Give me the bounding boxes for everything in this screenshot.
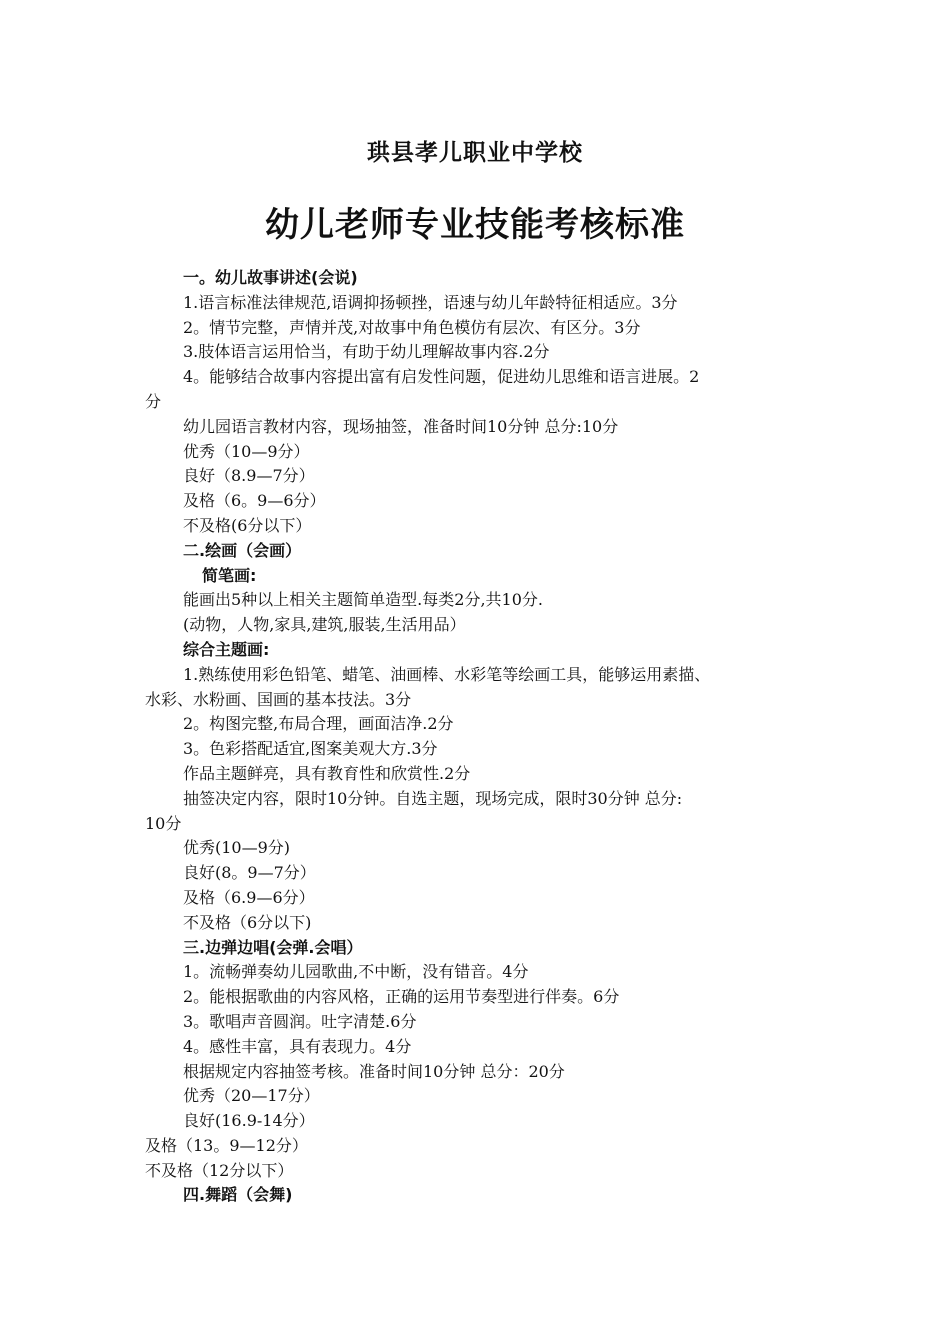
grade-line: 不及格（12分以下） <box>145 1160 294 1180</box>
paragraph-line: 1.语言标准法律规范,语调抑扬顿挫，语速与幼儿年龄特征相适应。3分 <box>183 292 678 312</box>
grade-line: 不及格(6分以下） <box>183 515 312 535</box>
grade-line: 及格（13。9—12分） <box>145 1135 308 1155</box>
paragraph-line: 水彩、水粉画、国画的基本技法。3分 <box>145 689 412 709</box>
document-body <box>145 266 825 1208</box>
grade-line: 良好（8.9—7分） <box>183 466 315 486</box>
paragraph-line: 2。能根据歌曲的内容风格，正确的运用节奏型进行伴奏。6分 <box>183 987 620 1007</box>
grade-line: 及格（6.9—6分） <box>183 887 315 907</box>
paragraph-line: 4。能够结合故事内容提出富有启发性问题，促进幼儿思维和语言进展。2 <box>183 367 700 387</box>
section-heading: 二.绘画（会画） <box>183 540 302 560</box>
subsection-heading: 综合主题画: <box>183 639 270 659</box>
paragraph-line: 幼儿园语言教材内容，现场抽签，准备时间10分钟 总分:10分 <box>183 416 619 436</box>
paragraph-line: 1.熟练使用彩色铅笔、蜡笔、油画棒、水彩笔等绘画工具，能够运用素描、 <box>183 664 711 684</box>
paragraph-line: 3。歌唱声音圆润。吐字清楚.6分 <box>183 1011 417 1031</box>
paragraph-line: 2。情节完整，声情并茂,对故事中角色模仿有层次、有区分。3分 <box>183 317 641 337</box>
grade-line: 优秀(10—9分) <box>183 838 291 858</box>
grade-line: 优秀（20—17分） <box>183 1086 320 1106</box>
paragraph-line: 3.肢体语言运用恰当，有助于幼儿理解故事内容.2分 <box>183 342 550 362</box>
school-name: 珙县孝儿职业中学校 <box>367 140 583 166</box>
document-title: 幼儿老师专业技能考核标准 <box>265 205 685 245</box>
paragraph-line: 作品主题鲜亮，具有教育性和欣赏性.2分 <box>183 763 471 783</box>
section-heading: 一。幼儿故事讲述(会说) <box>183 268 358 287</box>
paragraph-line: 10分 <box>145 813 182 833</box>
paragraph-line: 分 <box>145 391 162 411</box>
paragraph-line: 3。色彩搭配适宜,图案美观大方.3分 <box>183 739 438 759</box>
grade-line: 优秀（10—9分） <box>183 441 310 461</box>
grade-line: 良好(8。9—7分） <box>183 863 316 883</box>
paragraph-line: (动物，人物,家具,建筑,服装,生活用品） <box>183 615 466 635</box>
grade-line: 良好(16.9-14分） <box>183 1111 315 1131</box>
paragraph-line: 1。流畅弹奏幼儿园歌曲,不中断，没有错音。4分 <box>183 962 529 982</box>
paragraph-line: 能画出5种以上相关主题简单造型.每类2分,共10分. <box>183 590 543 610</box>
section-heading: 四.舞蹈（会舞) <box>183 1185 293 1205</box>
grade-line: 及格（6。9—6分） <box>183 491 326 511</box>
paragraph-line: 抽签决定内容，限时10分钟。自选主题，现场完成，限时30分钟 总分: <box>183 788 683 808</box>
subsection-heading: 简笔画: <box>202 565 257 585</box>
grade-line: 不及格（6分以下) <box>183 912 312 932</box>
paragraph-line: 4。感性丰富，具有表现力。4分 <box>183 1036 412 1056</box>
paragraph-line: 根据规定内容抽签考核。准备时间10分钟 总分：20分 <box>183 1061 565 1081</box>
section-heading: 三.边弹边唱(会弹.会唱） <box>183 937 363 957</box>
paragraph-line: 2。构图完整,布局合理，画面洁净.2分 <box>183 714 454 734</box>
